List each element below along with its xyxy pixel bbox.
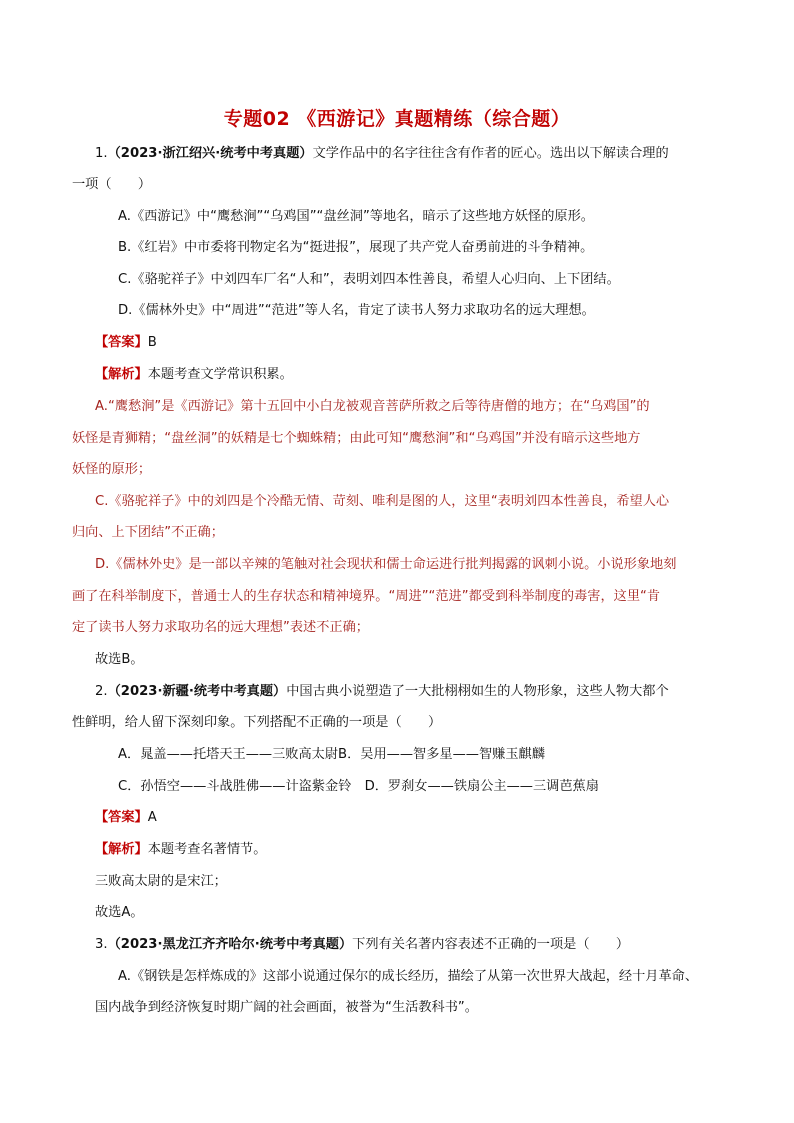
q1-explain-a-line-2: 妖怪是青狮精；“盘丝洞”的妖精是七个蜘蛛精；由此可知“鹰愁涧”和“乌鸡国”并没有暗示这些地方 [72,431,641,446]
q1-explain-d-line-3: 定了读书人努力求取功名的远大理想”表述不正确； [72,620,369,635]
q1-analysis-label: 【解析】 [95,367,148,382]
q3-number: 3. [95,937,108,952]
q1-analysis [95,365,293,385]
q2-analysis-text: 本题考查名著情节。 [147,842,267,857]
q1-explain-a-line-3: 妖怪的原形； [72,462,152,477]
q2-explain: 三败高太尉的是宋江； [95,874,227,889]
q1-option-a: A.《西游记》中“鹰愁涧”“乌鸡国”“盘丝洞”等地名，暗示了这些地方妖怪的原形。 [118,209,594,224]
q2-number: 2. [95,684,108,699]
page-title: 专题02 《西游记》真题精练（综合题） [223,108,571,130]
q1-stem-line-2: 一项（ ） [72,177,152,192]
q3-option-a-line-2: 国内战争到经济恢复时期广阔的社会画面，被誉为“生活教科书”。 [95,1000,478,1015]
q2-stem-1: 中国古典小说塑造了一大批栩栩如生的人物形象，这些人物大都个 [286,684,669,699]
q1-explain-a-line-1: A.“鹰愁涧”是《西游记》第十五回中小白龙被观音菩萨所救之后等待唐僧的地方；在“乌鸡国”的 [95,399,650,414]
q3-source: （2023·黑龙江齐齐哈尔·统考中考真题） [107,937,353,952]
q1-answer-label: 【答案】 [95,335,148,350]
q1-option-b: B.《红岩》中市委将刊物定名为“挺进报”，展现了共产党人奋勇前进的斗争精神。 [118,240,594,255]
q2-conclusion: 故选A。 [95,905,144,920]
q1-option-d: D.《儒林外史》中“周进”“范进”等人名，肯定了读书人努力求取功名的远大理想。 [118,303,595,318]
q3-stem [95,935,629,955]
q2-analysis [95,840,266,860]
q1-stem-line-1 [95,144,669,164]
q1-source: （2023·浙江绍兴·统考中考真题） [107,146,313,161]
q2-answer [95,808,157,828]
q1-answer [95,333,157,353]
q2-analysis-label: 【解析】 [95,842,148,857]
q1-answer-value: B [147,335,157,350]
q3-option-a-line-1: A.《钢铁是怎样炼成的》这部小说通过保尔的成长经历，描绘了从第一次世界大战起，经十月革命、 [118,969,699,984]
q2-source: （2023·新疆·统考中考真题） [107,684,287,699]
q1-option-c: C.《骆驼祥子》中刘四车厂名“人和”，表明刘四本性善良，希望人心归向、上下团结。 [118,272,620,287]
q2-options-row-2: C．孙悟空——斗战胜佛——计盗紫金铃 D．罗刹女——铁扇公主——三调芭蕉扇 [118,779,599,794]
q2-options-row-1: A．晁盖——托塔天王——三败高太尉B．吴用——智多星——智赚玉麒麟 [118,747,545,762]
q2-answer-value: A [147,810,157,825]
q2-stem-line-1 [95,682,669,702]
q1-stem-1: 文学作品中的名字往往含有作者的匠心。选出以下解读合理的 [312,146,669,161]
q1-conclusion: 故选B。 [95,652,144,667]
q2-stem-line-2: 性鲜明，给人留下深刻印象。下列搭配不正确的一项是（ ） [72,715,442,730]
q2-answer-label: 【答案】 [95,810,148,825]
q1-explain-c-line-1: C.《骆驼祥子》中的刘四是个冷酷无情、苛刻、唯利是图的人，这里“表明刘四本性善良，希望人心 [95,494,670,509]
q1-analysis-text: 本题考查文学常识积累。 [147,367,293,382]
q1-explain-d-line-1: D.《儒林外史》是一部以辛辣的笔触对社会现状和儒士命运进行批判揭露的讽刺小说。小说形象地刻 [95,557,677,572]
q1-explain-c-line-2: 归向、上下团结”不正确； [72,525,224,540]
q1-explain-d-line-2: 画了在科举制度下，普通士人的生存状态和精神境界。“周进”“范进”都受到科举制度的毒害，这里“肯 [72,589,661,604]
q3-stem-text: 下列有关名著内容表述不正确的一项是（ ） [352,937,630,952]
q1-number: 1. [95,146,108,161]
